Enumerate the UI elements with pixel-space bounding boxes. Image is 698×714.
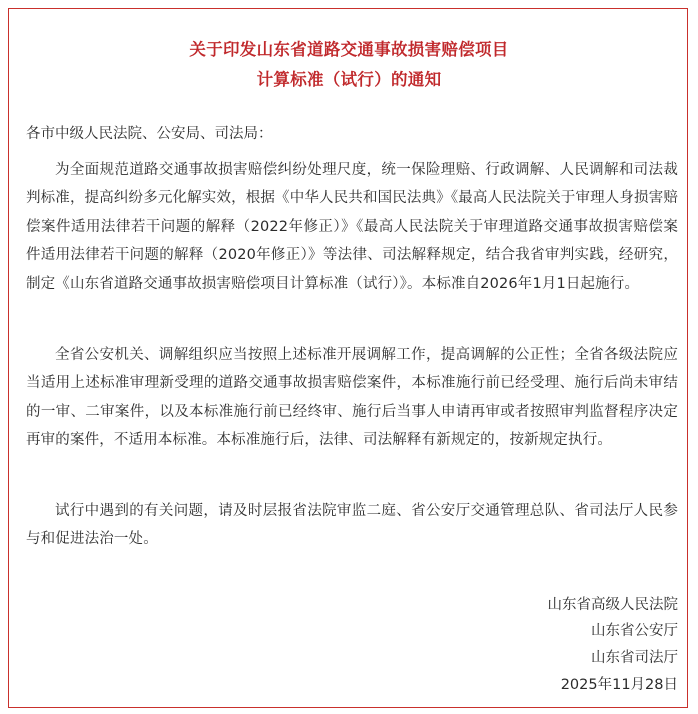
signatory-justice-department: 山东省司法厅 <box>591 650 678 666</box>
issue-date: 2025年11月28日 <box>560 677 678 693</box>
document-title-line-2: 计算标准（试行）的通知 <box>256 70 442 89</box>
body-paragraph-1: 为全面规范道路交通事故损害赔偿纠纷处理尺度，统一保险理赔、行政调解、人民调解和司法裁判标准，提高纠纷多元化解实效，根据《中华人民共和国民法典》《最高人民法院关于审理人身损害赔偿案件适用法律若干问题的解释（2022年修正）》《最高人民法院关于审理道路交通事故损害赔偿案件适用法律若干问题的解释（2020年修正）》等法律、司法解释规定，结合我省审判实践，经研究，制定《山东省道路交通事故损害赔偿项目计算标准（试行）》。本标准自2026年1月1日起施行。 <box>26 162 678 292</box>
body-paragraph-3: 试行中遇到的有关问题，请及时层报省法院审监二庭、省公安厅交通管理总队、省司法厅人民参与和促进法治一处。 <box>26 503 678 548</box>
document-title-line-1: 关于印发山东省道路交通事故损害赔偿项目 <box>189 40 509 59</box>
body-paragraph-2: 全省公安机关、调解组织应当按照上述标准开展调解工作，提高调解的公正性；全省各级法院应当适用上述标准审理新受理的道路交通事故损害赔偿案件，本标准施行前已经受理、施行后尚未审结的一审、二审案件，以及本标准施行前已经终审、施行后当事人申请再审或者按照审判监督程序决定再审的案件，不适用本标准。本标准施行后，法律、司法解释有新规定的，按新规定执行。 <box>26 347 678 449</box>
salutation: 各市中级人民法院、公安局、司法局： <box>26 126 273 142</box>
signatory-public-security: 山东省公安厅 <box>591 623 678 639</box>
signatory-high-court: 山东省高级人民法院 <box>547 597 678 613</box>
